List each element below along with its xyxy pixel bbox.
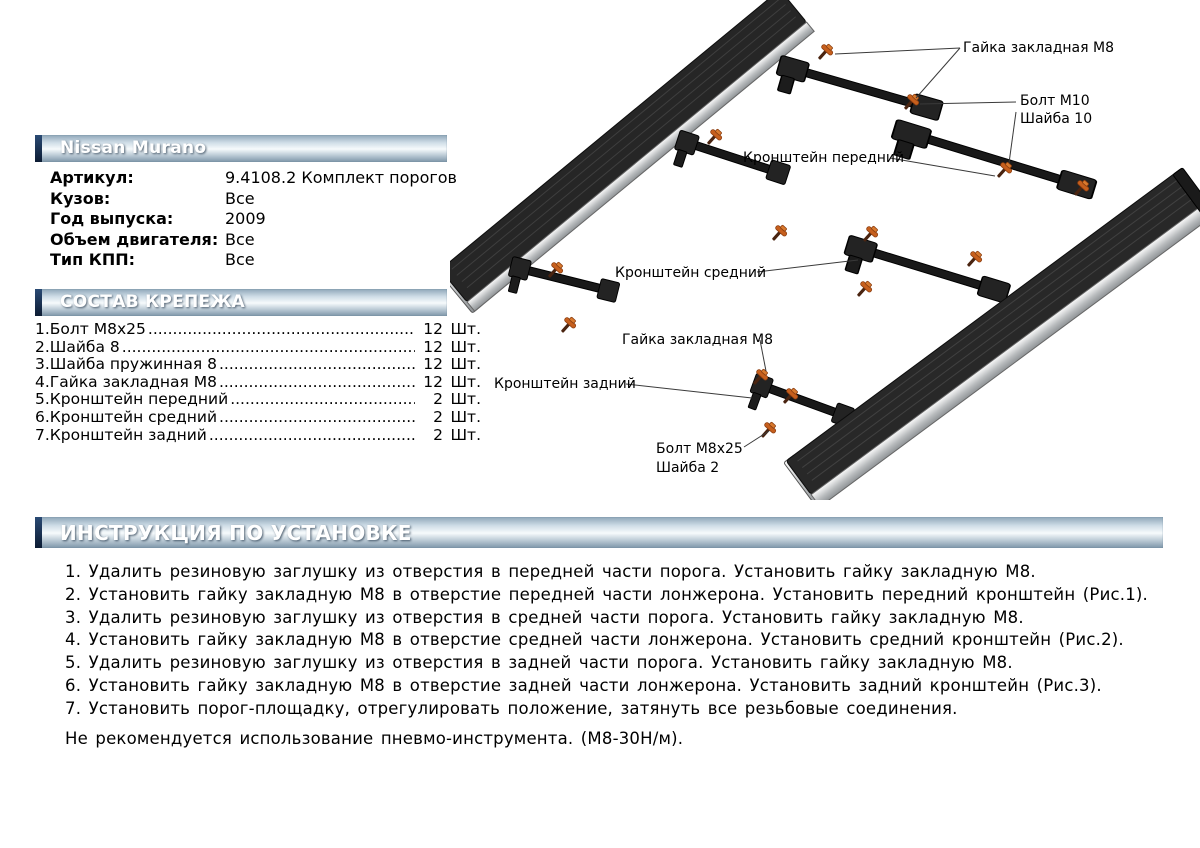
dotted-leader [219, 374, 415, 392]
hardware-title-bar [35, 289, 447, 316]
part-name: 2.Шайба 8 [35, 337, 120, 356]
install-step: 5. Удалить резиновую заглушку из отверстия в задней части порога. Установить гайку закладную М8. [65, 653, 1013, 673]
hardware-item [35, 356, 481, 374]
spec-value: Все [225, 250, 255, 269]
part-qty: 2 [433, 425, 443, 444]
installation-steps [65, 561, 1180, 721]
spec-row-engine [50, 230, 480, 251]
diagram-label-rear-bracket: Кронштейн задний [494, 376, 636, 392]
diagram-label-clip-nut-front: Гайка закладная М8 [963, 40, 1114, 56]
spec-row-year [50, 209, 480, 230]
install-step: 6. Установить гайку закладную М8 в отверстие задней части лонжерона. Установить задний кронштейн (Рис.3). [65, 675, 1102, 695]
hardware-item [35, 321, 481, 339]
diagram-label-washer-10: Шайба 10 [1020, 111, 1093, 127]
part-unit: Шт. [450, 337, 481, 356]
exploded-view-illustration [450, 0, 1200, 500]
spec-value: 2009 [225, 209, 266, 228]
install-step: 1. Удалить резиновую заглушку из отверстия в передней части порога. Установить гайку закладную М8. [65, 562, 1036, 581]
dotted-leader [209, 427, 415, 445]
spec-label: Артикул: [50, 168, 134, 187]
part-unit: Шт. [450, 407, 481, 426]
hardware-title: СОСТАВ КРЕПЕЖА [60, 292, 246, 312]
diagram-label-middle-bracket: Кронштейн средний [615, 265, 767, 281]
instructions-title: ИНСТРУКЦИЯ ПО УСТАНОВКЕ [60, 521, 412, 545]
hardware-item [35, 391, 481, 409]
install-step: 2. Установить гайку закладную М8 в отверстие передней части лонжерона. Установить передний кронштейн (Рис.1). [65, 584, 1148, 604]
spec-value: 9.4108.2 Комплект порогов [225, 168, 457, 187]
part-qty: 12 [423, 320, 443, 338]
part-unit: Шт. [450, 355, 481, 374]
hardware-item [35, 427, 481, 445]
instructions-title-bar [35, 517, 1163, 548]
hardware-list [35, 321, 481, 444]
spec-row-body [50, 189, 480, 210]
hardware-item [35, 339, 481, 357]
dotted-leader [148, 321, 415, 339]
part-qty: 12 [423, 337, 443, 356]
diagram-label-washer-2: Шайба 2 [656, 460, 720, 476]
part-unit: Шт. [450, 372, 481, 391]
part-unit: Шт. [450, 425, 481, 444]
running-board-right [784, 168, 1200, 500]
part-qty: 12 [423, 355, 443, 374]
diagram-label-clip-nut-rear: Гайка закладная М8 [622, 332, 773, 348]
product-specs [50, 168, 480, 271]
part-name: 3.Шайба пружинная 8 [35, 355, 217, 374]
diagram-label-front-bracket: Кронштейн передний [743, 150, 905, 166]
hardware-item [35, 374, 481, 392]
spec-row-transmission [50, 250, 480, 271]
part-qty: 12 [423, 372, 443, 391]
part-qty: 2 [433, 390, 443, 409]
product-title: Nissan Murano [60, 138, 207, 158]
dotted-leader [219, 409, 415, 427]
install-step: 7. Установить порог-площадку, отрегулировать положение, затянуть все резьбовые соединения. [65, 698, 958, 718]
part-unit: Шт. [450, 390, 481, 409]
hardware-item [35, 409, 481, 427]
part-name: 7.Кронштейн задний [35, 425, 207, 444]
part-name: 5.Кронштейн передний [35, 390, 229, 409]
install-step: 3. Удалить резиновую заглушку из отверстия в средней части порога. Установить гайку закладную М8. [65, 607, 1024, 627]
product-title-bar [35, 135, 447, 162]
parts-diagram [450, 0, 1200, 500]
part-qty: 2 [433, 407, 443, 426]
dotted-leader [219, 356, 415, 374]
install-step: 4. Установить гайку закладную М8 в отверстие средней части лонжерона. Установить средний кронштейн (Рис.2). [65, 630, 1124, 650]
spec-label: Объем двигателя: [50, 229, 219, 249]
diagram-label-bolt-m8x25: Болт М8х25 [656, 441, 743, 457]
spec-label: Кузов: [50, 188, 111, 208]
spec-value: Все [225, 229, 255, 249]
dotted-leader [230, 391, 415, 409]
spec-value: Все [225, 188, 255, 208]
spec-label: Год выпуска: [50, 209, 174, 228]
spec-label: Тип КПП: [50, 250, 136, 269]
part-unit: Шт. [450, 320, 481, 338]
part-name: 4.Гайка закладная М8 [35, 372, 217, 391]
dotted-leader [122, 339, 415, 357]
part-name: 1.Болт М8х25 [35, 320, 146, 338]
part-name: 6.Кронштейн средний [35, 407, 218, 426]
torque-note: Не рекомендуется использование пневмо-инструмента. (М8-30Н/м). [65, 729, 684, 748]
spec-row-article [50, 168, 480, 189]
diagram-label-bolt-m10: Болт М10 [1020, 93, 1090, 109]
